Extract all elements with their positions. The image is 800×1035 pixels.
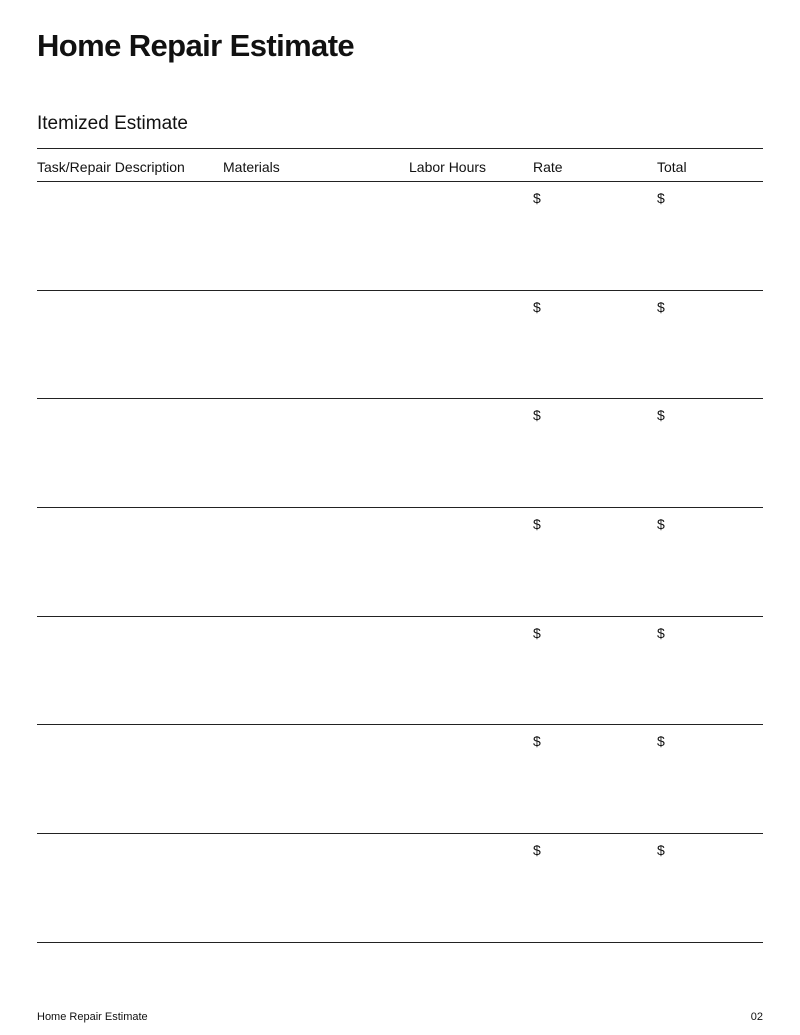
- footer-page-number: 02: [750, 1011, 763, 1023]
- rate-cell[interactable]: $: [533, 190, 541, 206]
- footer-document-label: Home Repair Estimate: [37, 1011, 148, 1023]
- header-labor-hours: Labor Hours: [409, 159, 487, 175]
- section-title: Itemized Estimate: [37, 113, 188, 134]
- table-row: [37, 291, 763, 400]
- itemized-estimate-table: [37, 148, 763, 943]
- table-header-row: [37, 148, 763, 182]
- total-cell[interactable]: $: [657, 624, 665, 641]
- rate-cell[interactable]: $: [533, 733, 541, 750]
- rate-cell[interactable]: $: [533, 516, 541, 533]
- rate-cell[interactable]: $: [533, 624, 541, 641]
- table-row: [37, 834, 763, 943]
- table-row: [37, 508, 763, 617]
- total-cell[interactable]: $: [657, 407, 665, 424]
- total-cell[interactable]: $: [657, 516, 665, 533]
- rate-cell[interactable]: $: [533, 407, 541, 424]
- table-row: [37, 617, 763, 726]
- rate-cell[interactable]: $: [533, 298, 541, 315]
- total-cell[interactable]: $: [657, 298, 665, 315]
- table-row: [37, 725, 763, 834]
- total-cell[interactable]: $: [657, 733, 665, 750]
- page-title: Home Repair Estimate: [37, 28, 355, 63]
- header-materials: Materials: [223, 159, 280, 175]
- table-row: [37, 399, 763, 508]
- table-row: [37, 182, 763, 291]
- header-total: Total: [657, 159, 687, 175]
- header-description: Task/Repair Description: [37, 159, 185, 175]
- total-cell[interactable]: $: [657, 842, 665, 859]
- rate-cell[interactable]: $: [533, 842, 541, 859]
- header-rate: Rate: [533, 159, 563, 175]
- total-cell[interactable]: $: [657, 190, 665, 206]
